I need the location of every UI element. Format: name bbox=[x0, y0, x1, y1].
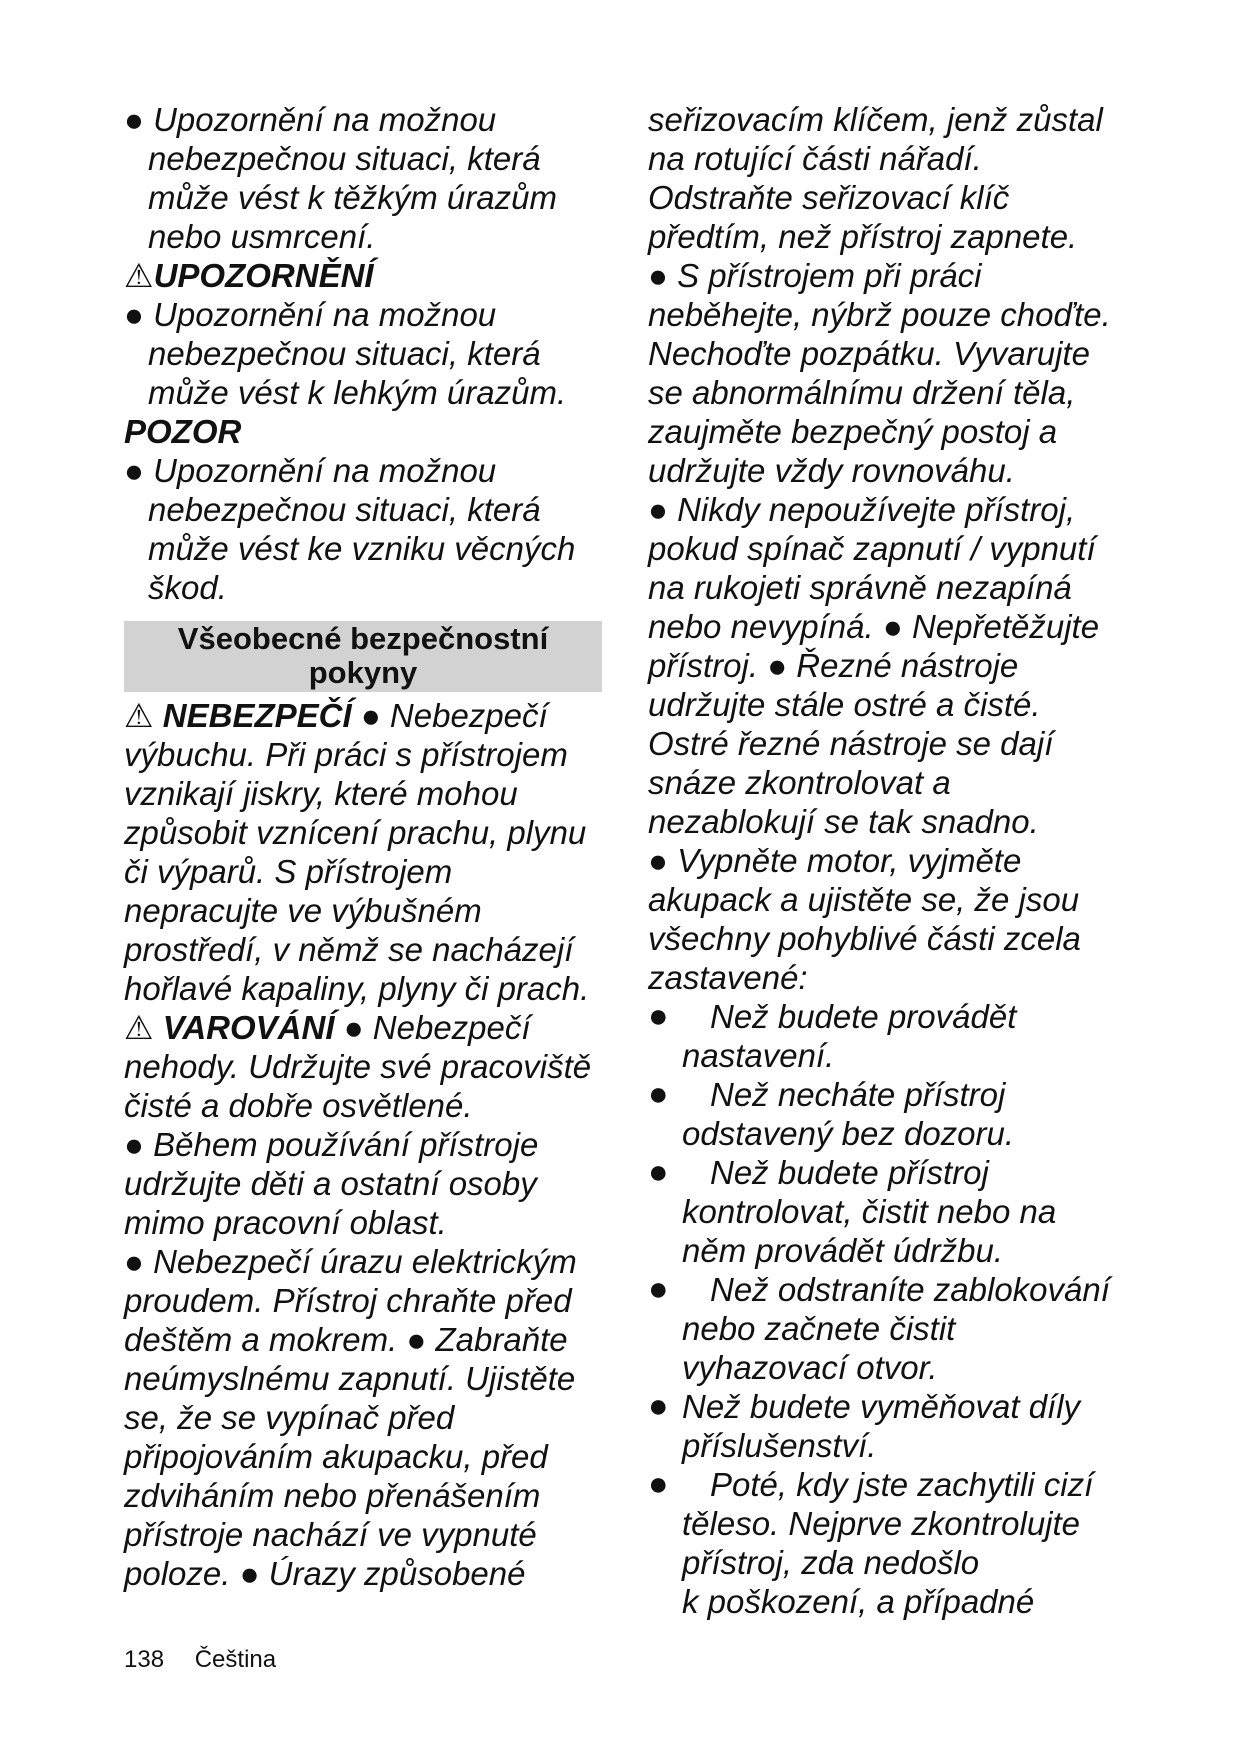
section-title bbox=[124, 621, 602, 692]
page-footer bbox=[124, 1646, 276, 1674]
list-item bbox=[648, 1270, 1126, 1387]
danger-line: výbuchu. Při práci s přístrojem bbox=[124, 736, 568, 773]
warning-heading-text: UPOZORNĚNÍ bbox=[153, 257, 374, 294]
body-line: nezablokují se tak snadno. bbox=[648, 803, 1039, 840]
body-line: deštěm a mokrem. ● Zabraňte bbox=[124, 1321, 568, 1358]
body-line: přístroje nachází ve vypnuté bbox=[124, 1516, 537, 1553]
left-column bbox=[124, 100, 602, 1593]
list-item-line: k poškození, a případné bbox=[682, 1583, 1035, 1620]
warning-line: může vést k lehkým úrazům. bbox=[148, 374, 567, 411]
intro-line: nebo usmrcení. bbox=[148, 218, 376, 255]
list-item-line: Než budete provádět bbox=[710, 998, 1017, 1035]
body-line: mimo pracovní oblast. bbox=[124, 1204, 447, 1241]
intro-line: nebezpečnou situaci, která bbox=[148, 140, 541, 177]
list-item-line: Než budete přístroj bbox=[710, 1154, 989, 1191]
warning-triangle-icon: ⚠ bbox=[124, 1009, 163, 1046]
list-item-line: nebo začnete čistit bbox=[682, 1310, 956, 1347]
list-item bbox=[648, 1153, 1126, 1270]
body-line: udržujte vždy rovnováhu. bbox=[648, 452, 1015, 489]
bullet-icon: ● bbox=[648, 1465, 669, 1503]
list-item-line: odstavený bez dozoru. bbox=[682, 1115, 1015, 1152]
bullet-icon: ● bbox=[648, 1075, 669, 1113]
body-line: neúmyslnému zapnutí. Ujistěte bbox=[124, 1360, 576, 1397]
body-line: čisté a dobře osvětlené. bbox=[124, 1087, 473, 1124]
caution-heading: POZOR bbox=[124, 413, 242, 450]
body-line: poloze. ● Úrazy způsobené bbox=[124, 1555, 526, 1592]
body-line: seřizovacím klíčem, jenž zůstal bbox=[648, 101, 1103, 138]
bullet-icon: ● bbox=[648, 1153, 669, 1191]
body-line: nehody. Udržujte své pracoviště bbox=[124, 1048, 592, 1085]
body-line: se, že se vypínač před bbox=[124, 1399, 455, 1436]
bullet-icon: ● bbox=[648, 1270, 669, 1308]
list-item-line: Poté, kdy jste zachytili cizí bbox=[710, 1466, 1094, 1503]
warning-heading bbox=[124, 256, 602, 295]
section-title-line: pokyny bbox=[308, 655, 418, 690]
danger-line: způsobit vznícení prachu, plynu bbox=[124, 814, 587, 851]
body-line: zaujměte bezpečný postoj a bbox=[648, 413, 1058, 450]
warning-line: ● Upozornění na možnou bbox=[124, 296, 497, 333]
body-line: připojováním akupacku, před bbox=[124, 1438, 548, 1475]
warning-triangle-icon: ⚠ bbox=[124, 697, 163, 734]
body-line: neběhejte, nýbrž pouze choďte. bbox=[648, 296, 1111, 333]
danger-line bbox=[124, 696, 602, 735]
body-line: ● Nebezpečí úrazu elektrickým bbox=[124, 1243, 577, 1280]
danger-line: prostředí, v němž se nacházejí bbox=[124, 931, 574, 968]
varovani-label: VAROVÁNÍ bbox=[162, 1009, 335, 1046]
varovani-first-rest: ● Nebezpečí bbox=[343, 1009, 531, 1046]
caution-line: ● Upozornění na možnou bbox=[124, 452, 497, 489]
list-item-line: Než necháte přístroj bbox=[710, 1076, 1006, 1113]
danger-line: nepracujte ve výbušném bbox=[124, 892, 482, 929]
body-line: se abnormálnímu držení těla, bbox=[648, 374, 1076, 411]
body-line: Odstraňte seřizovací klíč bbox=[648, 179, 1010, 216]
page-number: 138 bbox=[124, 1646, 165, 1673]
varovani-line bbox=[124, 1008, 602, 1047]
danger-line: či výparů. S přístrojem bbox=[124, 853, 453, 890]
section-title-line: Všeobecné bezpečnostní bbox=[177, 621, 549, 656]
list-item-line: něm provádět údržbu. bbox=[682, 1232, 1004, 1269]
list-item-line: Než budete vyměňovat díly bbox=[682, 1388, 1081, 1425]
list-item-line: kontrolovat, čistit nebo na bbox=[682, 1193, 1057, 1230]
danger-line: vznikají jiskry, které mohou bbox=[124, 775, 518, 812]
list-item-line: vyhazovací otvor. bbox=[682, 1349, 938, 1386]
warning-triangle-icon: ⚠ bbox=[124, 257, 154, 294]
language-label: Čeština bbox=[194, 1646, 277, 1673]
body-line: Ostré řezné nástroje se dají bbox=[648, 725, 1054, 762]
body-line: akupack a ujistěte se, že jsou bbox=[648, 881, 1080, 918]
list-item-line: Než odstraníte zablokování bbox=[710, 1271, 1110, 1308]
list-item bbox=[648, 1075, 1126, 1153]
body-line: nebo nevypíná. ● Nepřetěžujte bbox=[648, 608, 1100, 645]
body-line: Nechoďte pozpátku. Vyvarujte bbox=[648, 335, 1090, 372]
list-item-line: přístroj, zda nedošlo bbox=[682, 1544, 980, 1581]
body-line: ● Během používání přístroje bbox=[124, 1126, 539, 1163]
list-item-line: příslušenství. bbox=[682, 1427, 877, 1464]
body-line: na rotující části nářadí. bbox=[648, 140, 982, 177]
body-line: ● Nikdy nepoužívejte přístroj, bbox=[648, 491, 1076, 528]
list-item-line: těleso. Nejprve zkontrolujte bbox=[682, 1505, 1081, 1542]
danger-label: NEBEZPEČÍ bbox=[162, 697, 352, 734]
bullet-icon: ● bbox=[648, 997, 669, 1035]
list-item bbox=[648, 1465, 1126, 1621]
right-column bbox=[648, 100, 1126, 1621]
intro-line: může vést k těžkým úrazům bbox=[148, 179, 557, 216]
body-line: ● S přístrojem při práci bbox=[648, 257, 982, 294]
body-line: zastavené: bbox=[648, 959, 808, 996]
body-line: pokud spínač zapnutí / vypnutí bbox=[648, 530, 1096, 567]
body-line: udržujte děti a ostatní osoby bbox=[124, 1165, 537, 1202]
body-line: přístroj. ● Řezné nástroje bbox=[648, 647, 1019, 684]
list-item bbox=[648, 1387, 1126, 1465]
body-line: zdviháním nebo přenášením bbox=[124, 1477, 541, 1514]
body-line: udržujte stále ostré a čisté. bbox=[648, 686, 1041, 723]
warning-line: nebezpečnou situaci, která bbox=[148, 335, 541, 372]
body-line: všechny pohyblivé části zcela bbox=[648, 920, 1081, 957]
caution-line: škod. bbox=[148, 569, 227, 606]
caution-line: nebezpečnou situaci, která bbox=[148, 491, 541, 528]
body-line: proudem. Přístroj chraňte před bbox=[124, 1282, 572, 1319]
list-item bbox=[648, 997, 1126, 1075]
body-line: na rukojeti správně nezapíná bbox=[648, 569, 1072, 606]
list-item-line: nastavení. bbox=[682, 1037, 835, 1074]
bullet-icon: ● bbox=[648, 1387, 669, 1425]
body-line: ● Vypněte motor, vyjměte bbox=[648, 842, 1022, 879]
body-line: snáze zkontrolovat a bbox=[648, 764, 951, 801]
danger-first-rest: ● Nebezpečí bbox=[360, 697, 548, 734]
caution-line: může vést ke vzniku věcných bbox=[148, 530, 576, 567]
intro-line: ● Upozornění na možnou bbox=[124, 101, 497, 138]
body-line: předtím, než přístroj zapnete. bbox=[648, 218, 1078, 255]
danger-line: hořlavé kapaliny, plyny či prach. bbox=[124, 970, 590, 1007]
